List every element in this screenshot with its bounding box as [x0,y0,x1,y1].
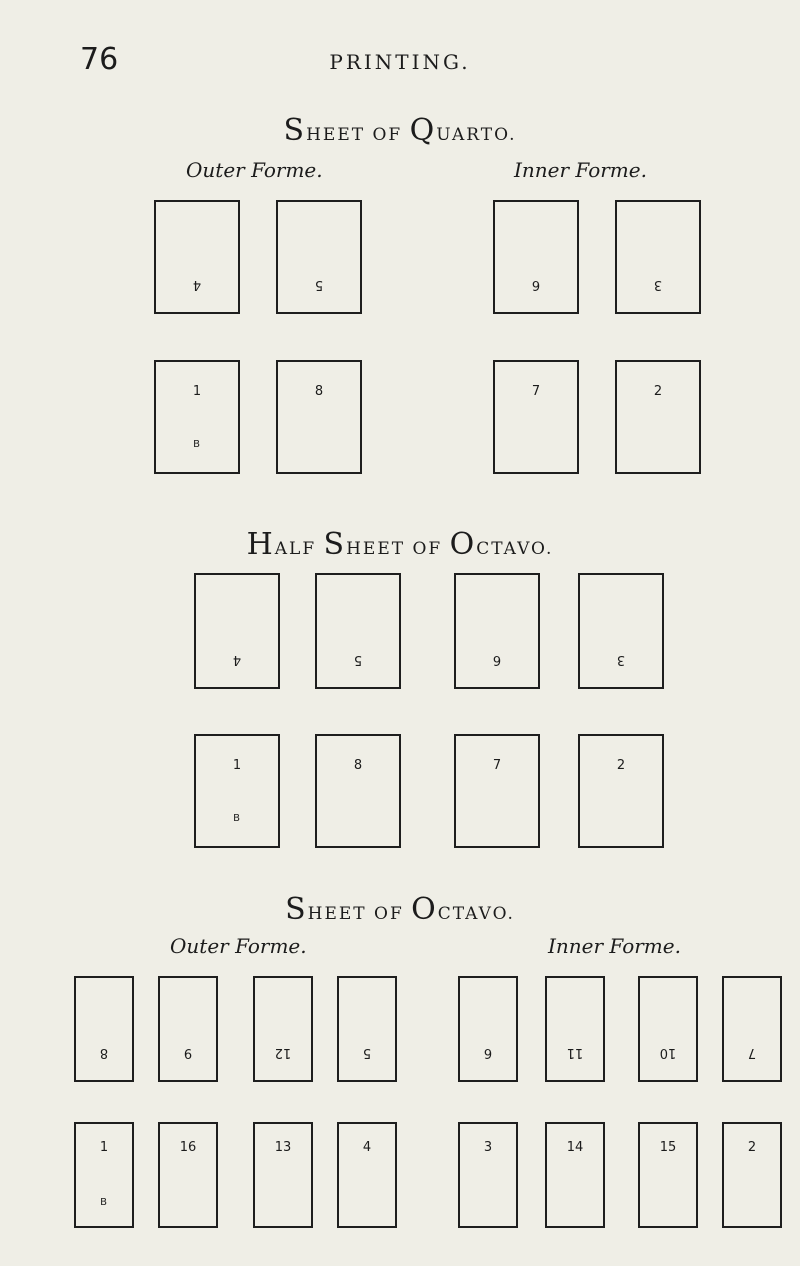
signature-mark: B [193,439,201,450]
octavo-page-4 [337,1122,397,1228]
half-octavo-page-7 [454,734,540,848]
octavo-page-12 [253,976,313,1082]
page-number-label: 10 [659,1045,677,1060]
page-number-label: 7 [747,1045,757,1060]
page-number-label: 4 [232,652,242,667]
page-number-label: 6 [483,1045,493,1060]
quarto-outer-forme-label: Outer Forme. [186,158,323,182]
octavo-inner-forme-label: Inner Forme. [548,934,681,958]
page-number-label: 3 [653,277,663,292]
quarto-title: SHEET OF QUARTO. [283,113,517,148]
octavo-page-15 [638,1122,698,1228]
page-number-label: 4 [192,277,202,292]
page-number-label: 2 [653,384,663,399]
octavo-page-13 [253,1122,313,1228]
page-number-label: 7 [492,758,502,773]
half-octavo-page-4 [194,573,280,689]
page-number-label: 13 [274,1140,292,1155]
page-number-label: 16 [179,1140,197,1155]
half-octavo-title: HALF SHEET OF OCTAVO. [246,527,554,562]
octavo-page-1 [74,1122,134,1228]
page-number-label: 6 [531,277,541,292]
page-number-label: 8 [314,384,324,399]
half-octavo-page-2 [578,734,664,848]
page-number-label: 12 [274,1045,292,1060]
quarto-inner-page-7 [493,360,579,474]
quarto-inner-page-3 [615,200,701,314]
page-number-label: 3 [616,652,626,667]
signature-mark: B [233,813,241,824]
quarto-inner-page-2 [615,360,701,474]
page-number-label: 5 [314,277,324,292]
octavo-page-3 [458,1122,518,1228]
octavo-title: SHEET OF OCTAVO. [285,892,515,927]
page-number-label: 9 [183,1045,193,1060]
octavo-page-16 [158,1122,218,1228]
octavo-page-9 [158,976,218,1082]
quarto-outer-page-5 [276,200,362,314]
half-octavo-page-1 [194,734,280,848]
octavo-page-11 [545,976,605,1082]
octavo-page-10 [638,976,698,1082]
octavo-page-8 [74,976,134,1082]
quarto-outer-page-1 [154,360,240,474]
running-head: PRINTING. [329,50,471,74]
page-number-label: 4 [362,1140,372,1155]
octavo-page-2 [722,1122,782,1228]
octavo-page-5 [337,976,397,1082]
page-number-label: 2 [616,758,626,773]
octavo-page-6 [458,976,518,1082]
page-number-label: 8 [99,1045,109,1060]
quarto-inner-forme-label: Inner Forme. [514,158,647,182]
half-octavo-page-6 [454,573,540,689]
quarto-outer-page-4 [154,200,240,314]
page-number: 76 [80,42,119,77]
page-number-label: 2 [747,1140,757,1155]
page-number-label: 1 [192,384,202,399]
half-octavo-page-3 [578,573,664,689]
page-number-label: 6 [492,652,502,667]
page-number-label: 11 [566,1045,584,1060]
octavo-outer-forme-label: Outer Forme. [170,934,307,958]
half-octavo-page-8 [315,734,401,848]
octavo-page-14 [545,1122,605,1228]
page-number-label: 14 [566,1140,584,1155]
page-number-label: 5 [353,652,363,667]
page-number-label: 1 [99,1140,109,1155]
page-number-label: 5 [362,1045,372,1060]
quarto-inner-page-6 [493,200,579,314]
octavo-page-7 [722,976,782,1082]
page-number-label: 7 [531,384,541,399]
page-number-label: 3 [483,1140,493,1155]
page-number-label: 8 [353,758,363,773]
half-octavo-page-5 [315,573,401,689]
quarto-outer-page-8 [276,360,362,474]
signature-mark: B [100,1197,108,1208]
page-number-label: 15 [659,1140,677,1155]
page-number-label: 1 [232,758,242,773]
